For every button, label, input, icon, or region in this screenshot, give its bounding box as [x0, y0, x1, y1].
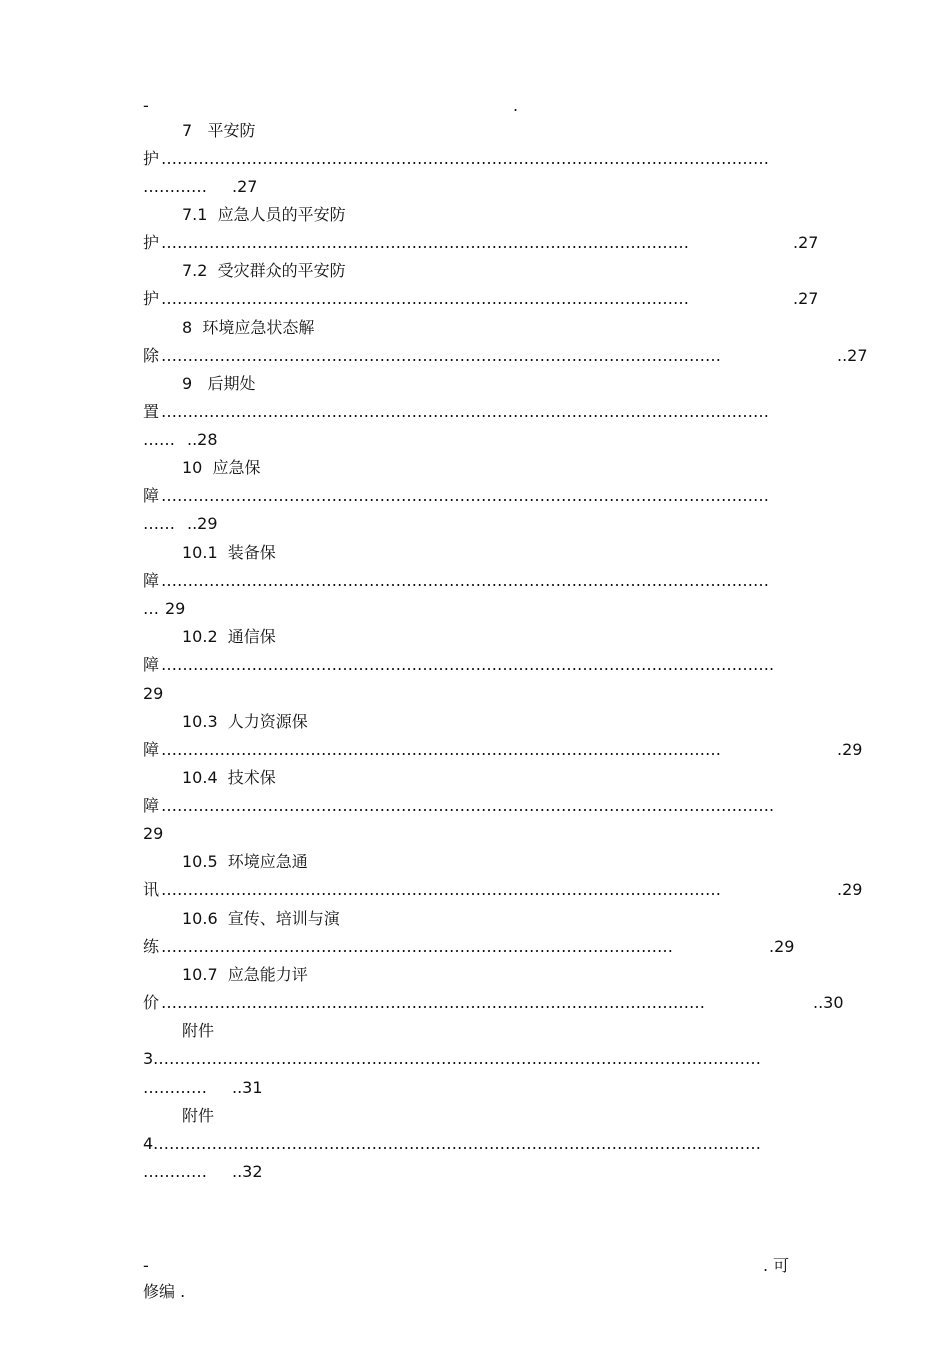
toc-page-number: .27: [232, 177, 258, 196]
toc-leader-continuation: …………: [143, 177, 207, 196]
toc-title: 10.6 宣传、培训与演: [182, 909, 340, 928]
toc-page-number: 29: [143, 824, 164, 843]
toc-page-number: ..30: [813, 993, 844, 1012]
toc-page-number: .29: [837, 740, 863, 759]
toc-title: 7.2 受灾群众的平安防: [182, 261, 346, 280]
toc-lead-char: 价: [143, 993, 160, 1012]
toc-leader-dots: ……………………………………………………………………………………………………: [153, 1049, 761, 1068]
toc-leader-dots: ………………………………………………………………………………………: [161, 289, 689, 308]
toc-page-number: .27: [793, 233, 819, 252]
toc-lead-char: 讯: [143, 880, 160, 899]
toc-leader-dots: …………………………………………………………………………………………………….: [161, 796, 775, 815]
toc-lead-char: 3: [143, 1049, 154, 1068]
toc-title: 7 平安防: [182, 121, 256, 140]
toc-lead-char: 护: [143, 233, 160, 252]
toc-leader-dots: ……………………………………………………………………………………………………: [161, 486, 769, 505]
footer-second-line: 修编 .: [143, 1282, 186, 1301]
toc-title: 10 应急保: [182, 458, 261, 477]
toc-page-number: ..32: [232, 1162, 263, 1181]
toc-lead-char: 护: [143, 149, 160, 168]
toc-page-number: .29: [837, 880, 863, 899]
toc-leader-continuation: …………: [143, 1078, 207, 1097]
toc-title: 8 环境应急状态解: [182, 318, 315, 337]
toc-leader-dots: ………………………………………………………………………………………: [161, 233, 689, 252]
toc-leader-dots: ……………………………………………………………………………………………: [161, 740, 721, 759]
toc-page-number: 29: [143, 684, 164, 703]
toc-leader-continuation: ……: [143, 430, 175, 449]
header-dash: -: [143, 96, 149, 115]
toc-leader-dots: …………………………………………………………………………………………: [161, 993, 705, 1012]
toc-title: 附件: [182, 1106, 215, 1125]
toc-leader-dots: ……………………………………………………………………………………………………: [153, 1134, 761, 1153]
toc-leader-dots: …………………………………………………………………………………………………….: [161, 655, 775, 674]
toc-lead-char: 障: [143, 740, 160, 759]
toc-page-number: ..29: [187, 514, 218, 533]
toc-lead-char: 置: [143, 402, 160, 421]
toc-title: 10.1 装备保: [182, 543, 276, 562]
toc-leader-dots: ……………………………………………………………………………………………: [161, 880, 721, 899]
toc-leader-dots: ……………………………………………………………………………………………………: [161, 402, 769, 421]
toc-leader-continuation: …: [143, 599, 159, 618]
toc-lead-char: 护: [143, 289, 160, 308]
toc-title: 10.3 人力资源保: [182, 712, 308, 731]
toc-title: 10.4 技术保: [182, 768, 276, 787]
toc-page-number: .29: [769, 937, 795, 956]
toc-lead-char: 障: [143, 571, 160, 590]
footer-right-text: . 可: [763, 1256, 790, 1275]
footer-dash: -: [143, 1256, 149, 1275]
toc-lead-char: 障: [143, 486, 160, 505]
toc-leader-dots: ……………………………………………………………………………………………………: [161, 571, 769, 590]
toc-lead-char: 除: [143, 346, 160, 365]
toc-page-number: .27: [793, 289, 819, 308]
toc-title: 10.2 通信保: [182, 627, 276, 646]
toc-leader-continuation: ……: [143, 514, 175, 533]
toc-title: 10.7 应急能力评: [182, 965, 308, 984]
toc-page-number: 29: [165, 599, 186, 618]
toc-lead-char: 障: [143, 796, 160, 815]
toc-leader-dots: ……………………………………………………………………………………: [161, 937, 673, 956]
toc-leader-dots: ……………………………………………………………………………………………………: [161, 149, 769, 168]
toc-title: 10.5 环境应急通: [182, 852, 308, 871]
toc-page-number: ..28: [187, 430, 218, 449]
toc-lead-char: 练: [143, 937, 160, 956]
toc-lead-char: 4: [143, 1134, 154, 1153]
toc-page-number: ..31: [232, 1078, 263, 1097]
toc-title: 7.1 应急人员的平安防: [182, 205, 346, 224]
toc-lead-char: 障: [143, 655, 160, 674]
header-dot: .: [513, 96, 519, 115]
toc-page-number: ..27: [837, 346, 868, 365]
toc-leader-continuation: …………: [143, 1162, 207, 1181]
toc-title: 附件: [182, 1021, 215, 1040]
toc-leader-dots: ……………………………………………………………………………………………: [161, 346, 721, 365]
toc-title: 9 后期处: [182, 374, 256, 393]
